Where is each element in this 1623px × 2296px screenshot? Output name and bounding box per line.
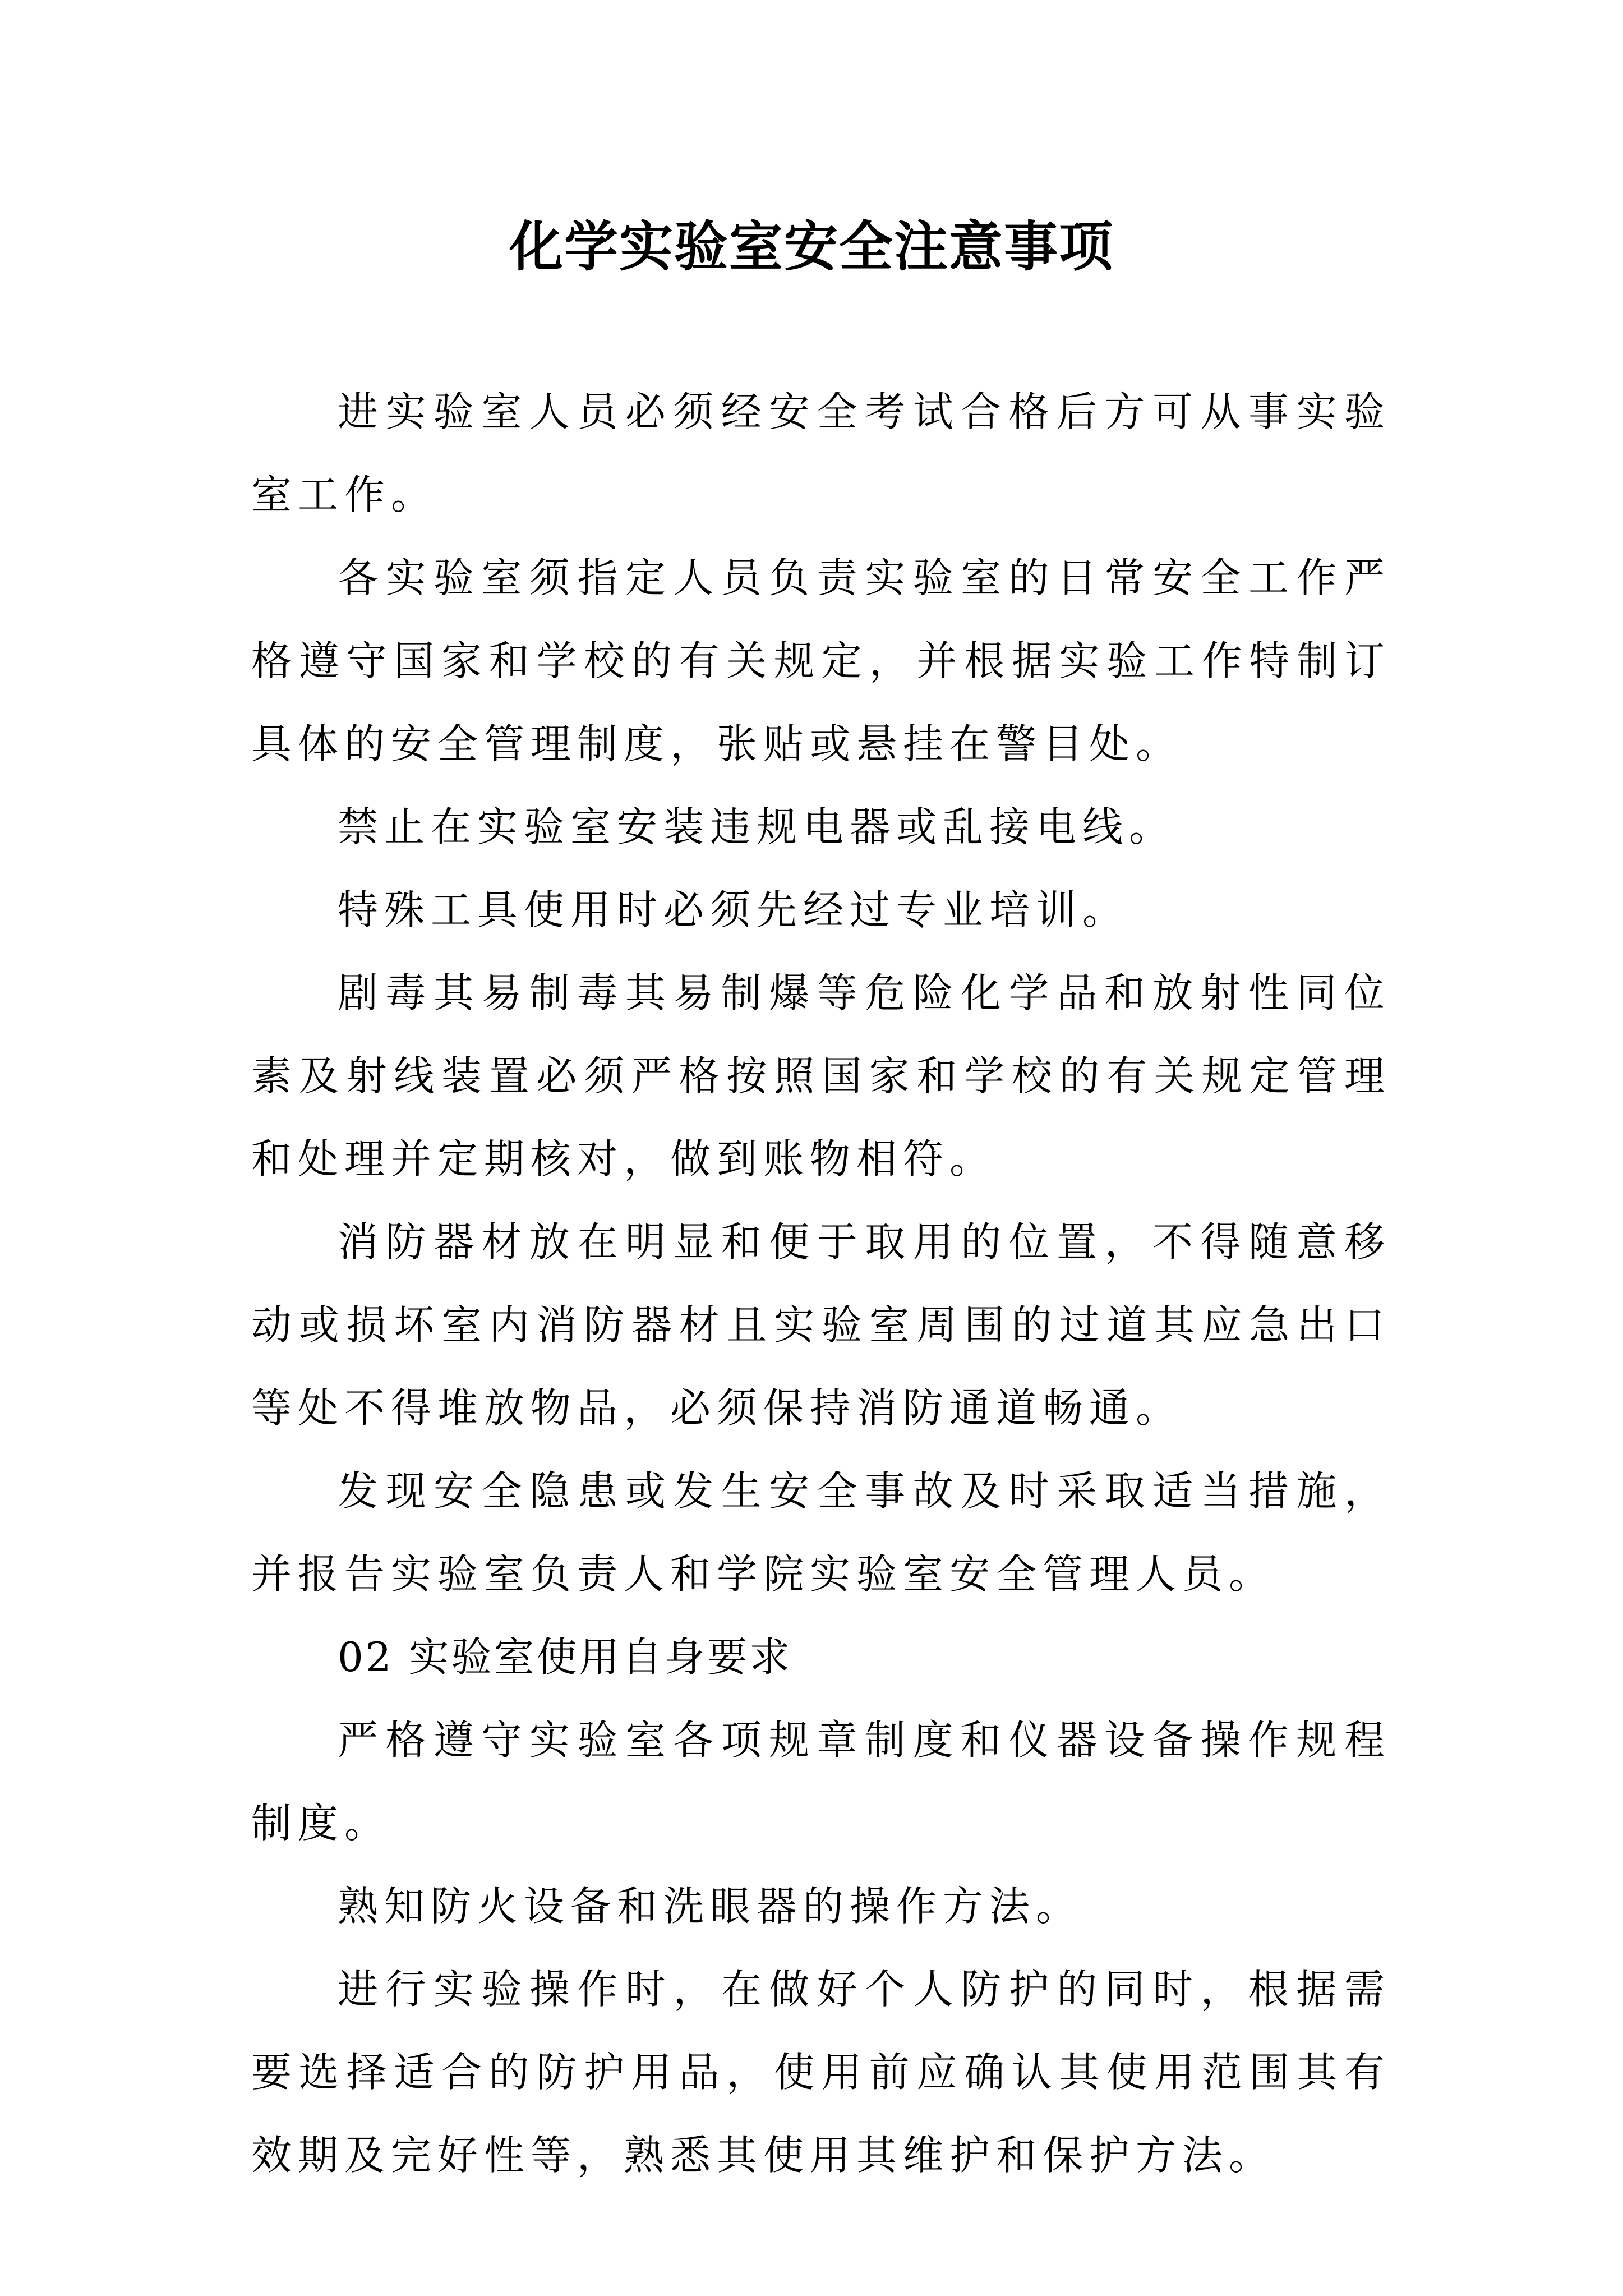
paragraph: 剧毒其易制毒其易制爆等危险化学品和放射性同位素及射线装置必须严格按照国家和学校的有关规定管理和处理并定期核对，做到账物相符。 [251,969,1391,1182]
document-body [251,370,1391,2197]
paragraph: 熟知防火设备和洗眼器的操作方法。 [338,1883,1083,1930]
section-heading: 02 实验室使用自身要求 [338,1634,792,1681]
paragraph: 进实验室人员必须经安全考试合格后方可从事实验室工作。 [251,388,1391,518]
paragraph: 消防器材放在明显和便于取用的位置，不得随意移动或损坏室内消防器材且实验室周围的过道其应急出口等处不得堆放物品，必须保持消防通道畅通。 [251,1218,1391,1432]
paragraph: 各实验室须指定人员负责实验室的日常安全工作严格遵守国家和学校的有关规定，并根据实验工作特制订具体的安全管理制度，张贴或悬挂在警目处。 [251,554,1391,767]
paragraph: 禁止在实验室安装违规电器或乱接电线。 [338,803,1176,850]
paragraph: 进行实验操作时，在做好个人防护的同时，根据需要选择适合的防护用品，使用前应确认其使用范围其有效期及完好性等，熟悉其使用其维护和保护方法。 [251,1966,1391,2179]
document-title: 化学实验室安全注意事项 [509,215,1114,278]
paragraph: 发现安全隐患或发生安全事故及时采取适当措施，并报告实验室负责人和学院实验室安全管理人员。 [251,1467,1391,1598]
paragraph: 特殊工具使用时必须先经过专业培训。 [338,886,1129,933]
paragraph: 严格遵守实验室各项规章制度和仪器设备操作规程制度。 [251,1717,1391,1847]
